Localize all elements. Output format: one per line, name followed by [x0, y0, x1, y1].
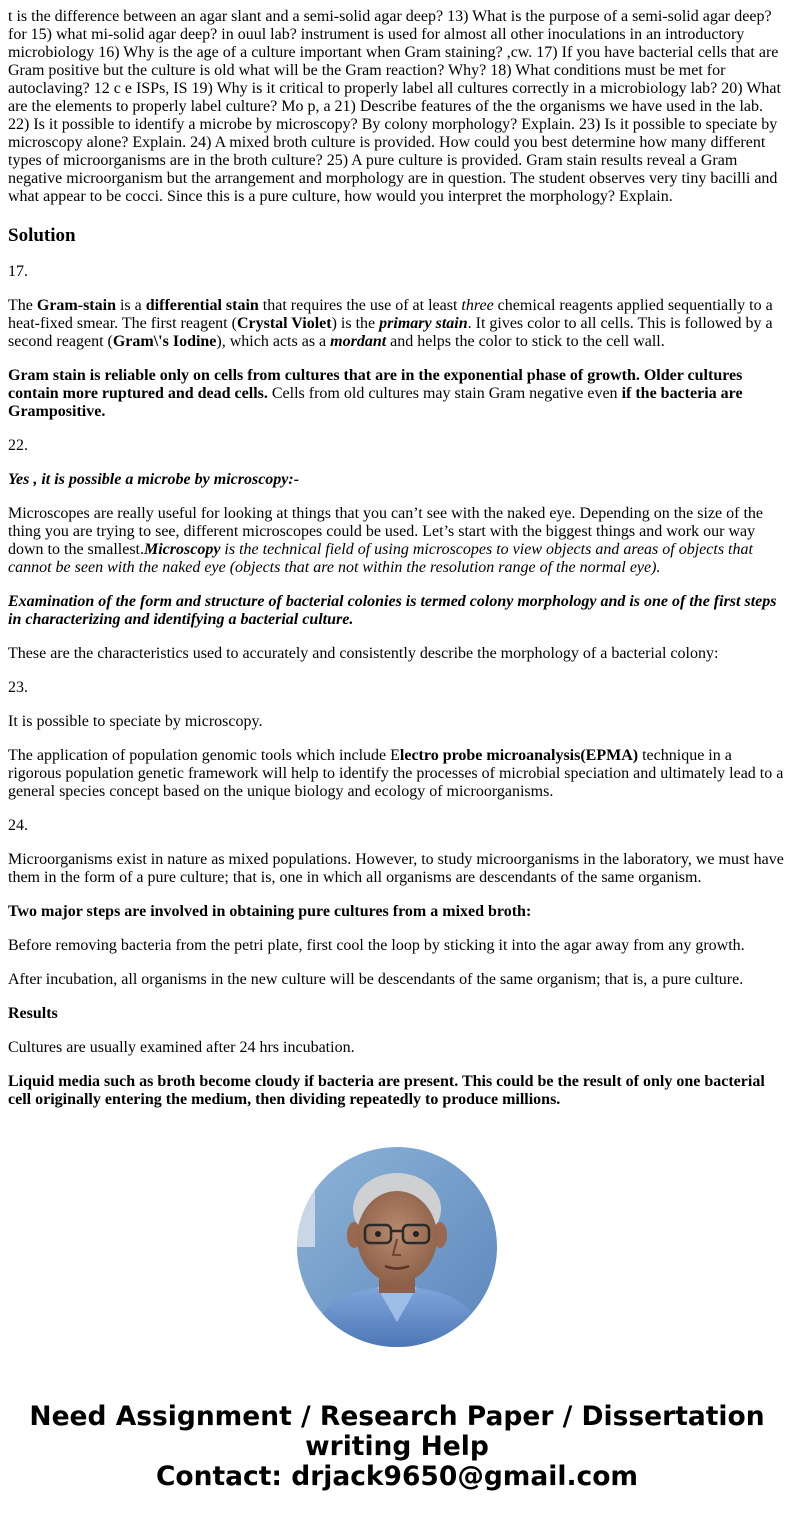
answer-23-paragraph-2: The application of population genomic tools which include Electro probe microanalysis(EPMA) technique in a rigorous population genetic framework will help to identify the processes of microbial speciation and ultimately lead to a general species concept based on the unique biology and ecology of microorganisms.: [8, 747, 784, 800]
answer-number-23: 23.: [8, 679, 28, 696]
answer-24-paragraph-1: Microorganisms exist in nature as mixed populations. However, to study microorganisms in the laboratory, we must have them in the form of a pure culture; that is, one in which all organisms are descendants of the same organism.: [8, 851, 784, 886]
answer-22-paragraph-3: These are the characteristics used to accurately and consistently describe the morphology of a bacterial colony:: [8, 645, 719, 662]
solution-heading: Solution: [8, 225, 76, 246]
answer-17-paragraph-1: The Gram-stain is a differential stain that requires the use of at least three chemical reagents applied sequentially to a heat-fixed smear. The first reagent (Crystal Violet) is the primary stain. It gives color to all cells. This is followed by a second reagent (Gram\'s Iodine), which acts as a mordant and helps the color to stick to the cell wall.: [8, 297, 773, 350]
question-text: t is the difference between an agar slant and a semi-solid agar deep? 13) What is the purpose of a semi-solid agar deep? for 15) what mi-solid agar deep? in ouul lab? instrument is used for almost all other inoculations in an introductory microbiology 16) Why is the age of a culture important when Gram staining? ,cw. 17) If you have bacterial cells that are Gram positive but the culture is old what will be the Gram reaction? Why? 18) What conditions must be met for autoclaving? 12 c e ISPs, IS 19) Why is it critical to properly label all cultures correctly in a microbiology lab? 20) What are the elements to properly label culture? Mo p, a 21) Describe features of the the organisms we have used in the lab. 22) Is it possible to identify a microbe by microscopy? By colony morphology? Explain. 23) Is it possible to speciate by microscopy alone? Explain. 24) A mixed broth culture is provided. How could you best determine how many different types of microorganisms are in the broth culture? 25) A pure culture is provided. Gram stain results reveal a Gram negative microorganism but the arrangement and morphology are in question. The student observes very tiny bacilli and what appear to be cocci. Since this is a pure culture, how would you interpret the morphology? Explain.: [8, 8, 781, 205]
footer-ad: [8, 1402, 786, 1492]
author-avatar: [297, 1147, 497, 1347]
answer-number-24: 24.: [8, 817, 28, 834]
footer-contact: Contact: drjack9650@gmail.com: [155, 1461, 639, 1492]
document-page: [0, 8, 794, 1492]
answer-24-paragraph-6: Liquid media such as broth become cloudy if bacteria are present. This could be the result of only one bacterial cell originally entering the medium, then dividing repeatedly to produce millions.: [8, 1073, 765, 1108]
answer-number-17: 17.: [8, 263, 28, 280]
answer-17-paragraph-2: Gram stain is reliable only on cells from cultures that are in the exponential phase of growth. Older cultures contain more ruptured and dead cells. Cells from old cultures may stain Gram negative even if the bacteria are Grampositive.: [8, 367, 743, 420]
answer-24-paragraph-3: Before removing bacteria from the petri plate, first cool the loop by sticking it into the agar away from any growth.: [8, 937, 745, 954]
results-heading: Results: [8, 1005, 58, 1022]
answer-22-paragraph-2: Examination of the form and structure of bacterial colonies is termed colony morphology and is one of the first steps in characterizing and identifying a bacterial culture.: [8, 593, 777, 628]
footer-line-1: Need Assignment / Research Paper / Dissertation writing Help: [29, 1401, 765, 1462]
answer-22-paragraph-1: Microscopes are really useful for looking at things that you can’t see with the naked eye. Depending on the size of the thing you are trying to see, different microscopes could be used. Let’s start with the biggest things and work our way down to the smallest.Microscopy is the technical field of using microscopes to view objects and areas of objects that cannot be seen with the naked eye (objects that are not within the resolution range of the normal eye).: [8, 505, 764, 576]
author-portrait-image: [297, 1147, 497, 1347]
avatar-container: [8, 1147, 786, 1352]
answer-24-paragraph-2: Two major steps are involved in obtaining pure cultures from a mixed broth:: [8, 903, 532, 920]
answer-number-22: 22.: [8, 437, 28, 454]
answer-23-paragraph-1: It is possible to speciate by microscopy.: [8, 713, 263, 730]
answer-24-paragraph-4: After incubation, all organisms in the new culture will be descendants of the same organism; that is, a pure culture.: [8, 971, 744, 988]
answer-24-paragraph-5: Cultures are usually examined after 24 hrs incubation.: [8, 1039, 355, 1056]
answer-22-yes-line: Yes , it is possible a microbe by microscopy:-: [8, 471, 300, 488]
